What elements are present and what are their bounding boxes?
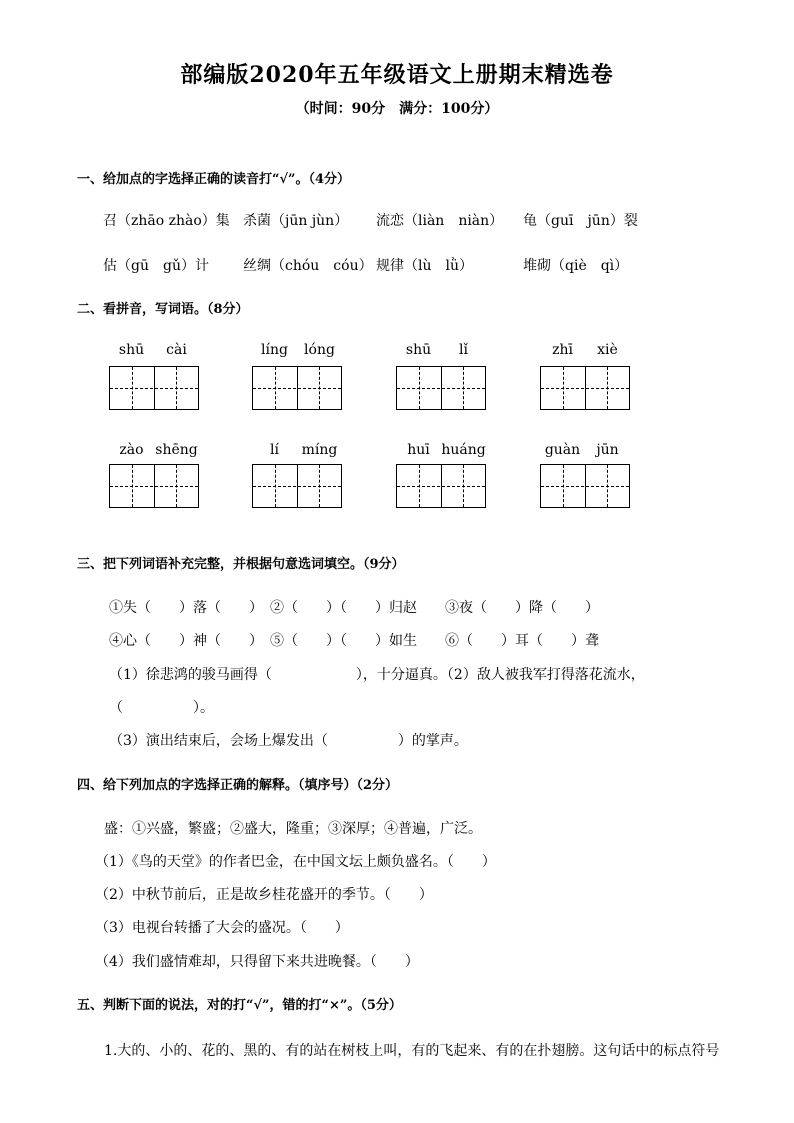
- pinyin-label: jūn: [596, 442, 619, 458]
- pinyin-label: shēng: [155, 442, 198, 458]
- sentence-fill-line: （3）演出结束后，会场上爆发出（ ）的掌声。: [109, 733, 468, 749]
- pinyin-label: lǐ: [459, 342, 468, 358]
- pinyin-choice: 杀菌（jūn jùn）: [243, 213, 349, 229]
- pinyin-choice: 流恋（liàn niàn）: [376, 213, 504, 229]
- question-line: （4）我们盛情难却，只得留下来共进晚餐。（ ）: [95, 954, 419, 970]
- question-line: 1.大的、小的、花的、黑的、有的站在树枝上叫，有的飞起来、有的在扑翅膀。这句话中的标点符号: [104, 1043, 720, 1059]
- pinyin-label: shū: [118, 342, 145, 358]
- question-line: （3）电视台转播了大会的盛况。（ ）: [95, 920, 349, 936]
- pinyin-label: lí: [270, 442, 279, 458]
- pinyin-label: shū: [405, 342, 432, 358]
- definition-list: 盛：①兴盛，繁盛；②盛大，隆重；③深厚；④普遍，广泛。: [104, 821, 482, 837]
- writing-box[interactable]: [540, 366, 630, 410]
- page-title: 部编版2020年五年级语文上册期末精选卷: [180, 62, 614, 88]
- pinyin-label: huáng: [441, 442, 486, 458]
- sentence-fill-line: （1）徐悲鸿的骏马画得（ ），十分逼真。（2）敌人被我军打得落花流水，: [109, 667, 645, 683]
- idiom-fill-line: ④心（ ）神（ ） ⑤（ ）（ ）如生 ⑥（ ）耳（ ）聋: [109, 633, 599, 649]
- writing-box[interactable]: [396, 464, 486, 508]
- section-3-heading: 三、把下列词语补充完整，并根据句意选词填空。（9分）: [77, 557, 405, 572]
- exam-info: （时间：90分 满分：100分）: [295, 101, 499, 117]
- sentence-fill-line: （ ）。: [109, 700, 214, 716]
- idiom-fill-line: ①失（ ）落（ ） ②（ ）（ ）归赵 ③夜（ ）降（ ）: [109, 600, 599, 616]
- writing-box[interactable]: [396, 366, 486, 410]
- pinyin-label: zào: [119, 442, 144, 458]
- pinyin-label: xiè: [597, 342, 618, 358]
- writing-box[interactable]: [252, 464, 342, 508]
- pinyin-label: zhī: [552, 342, 573, 358]
- writing-box[interactable]: [109, 464, 199, 508]
- section-5-heading: 五、判断下面的说法，对的打“√”，错的打“×”。（5分）: [77, 998, 402, 1013]
- pinyin-choice: 规律（lù lǜ）: [376, 258, 473, 274]
- pinyin-choice: 召（zhāo zhào）集: [103, 213, 230, 229]
- question-line: （1）《鸟的天堂》的作者巴金，在中国文坛上颇负盛名。（ ）: [95, 854, 496, 870]
- pinyin-choice: 龟（guī jūn）裂: [523, 213, 638, 229]
- pinyin-label: míng: [301, 442, 338, 458]
- pinyin-label: cài: [166, 342, 187, 358]
- section-4-heading: 四、给下列加点的字选择正确的解释。（填序号）（2分）: [77, 778, 399, 793]
- pinyin-choice: 估（gū gǔ）计: [103, 258, 209, 274]
- writing-box[interactable]: [252, 366, 342, 410]
- pinyin-label: guàn: [544, 442, 581, 458]
- pinyin-label: huī: [407, 442, 430, 458]
- question-line: （2）中秋节前后，正是故乡桂花盛开的季节。（ ）: [95, 887, 433, 903]
- pinyin-label: lóng: [304, 342, 335, 358]
- writing-box[interactable]: [109, 366, 199, 410]
- pinyin-label: líng: [261, 342, 288, 358]
- writing-box[interactable]: [540, 464, 630, 508]
- section-2-heading: 二、看拼音，写词语。（8分）: [77, 302, 249, 317]
- pinyin-choice: 丝绸（chóu cóu）: [243, 258, 373, 274]
- section-1-heading: 一、给加点的字选择正确的读音打“√”。（4分）: [77, 172, 351, 187]
- pinyin-choice: 堆砌（qiè qì）: [523, 258, 629, 274]
